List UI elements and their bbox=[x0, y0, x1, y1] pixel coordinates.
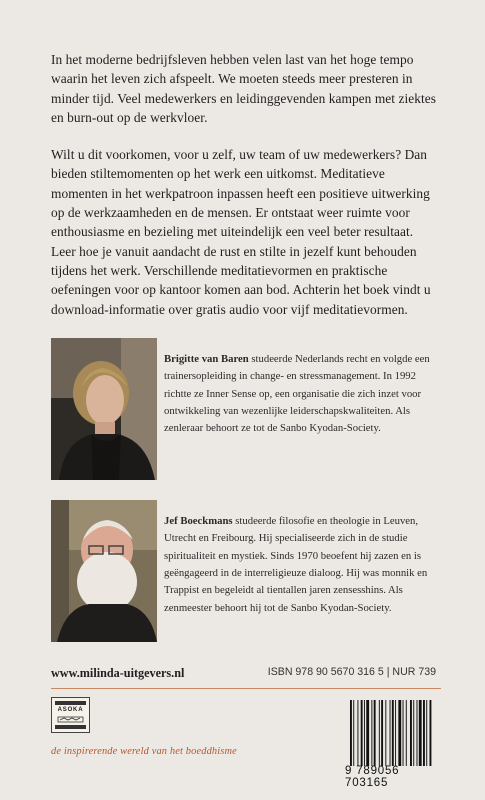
author-name: Jef Boeckmans bbox=[164, 514, 233, 527]
asoka-logo bbox=[51, 697, 90, 733]
author-bio-brigitte bbox=[164, 351, 441, 438]
logo-text: ASOKA bbox=[57, 707, 84, 713]
back-cover-blurb bbox=[51, 50, 441, 337]
barcode bbox=[348, 700, 443, 766]
author-block-jef bbox=[51, 500, 441, 640]
author-bio-jef bbox=[164, 513, 441, 617]
author-photo-jef bbox=[51, 500, 157, 642]
isbn-nur: ISBN 978 90 5670 316 5 | NUR 739 bbox=[267, 666, 436, 678]
author-block-brigitte bbox=[51, 338, 441, 478]
author-bio-text: studeerde Nederlands recht en volgde een trainersopleiding in change- en stressmanagement. In 1992 richtte ze Inner Sense op, een organisatie die zich inzet voor ontwikkeling van wezenlijke leiderschapskwaliteiten. Als zenleraar behoort ze tot de Sanbo Kyodan-Society. bbox=[164, 352, 430, 435]
blurb-paragraph-1: In het moderne bedrijfsleven hebben velen last van het hoge tempo waarin het leven zich afspeelt. We moeten steeds meer presteren in minder tijd. Veel medewerkers en leidinggevenden kampen met ziektes en burn-out op de werkvloer. bbox=[51, 52, 436, 125]
author-bio-text: studeerde filosofie en theologie in Leuven, Utrecht en Freibourg. Hij specialiseerde zich in de studie spiritualiteit en mystiek. Sinds 1970 beoefent hij zazen en is geëngageerd in de interreligieuze dialoog. Hij was monnik en Trappist en begeleidt al tientallen jaren zensesshins. Als zenmeester behoort hij tot de Sanbo Kyodan-Society. bbox=[164, 514, 428, 614]
barcode-number: 9 789056 703165 bbox=[345, 765, 400, 789]
author-name: Brigitte van Baren bbox=[164, 352, 249, 365]
footer-divider bbox=[51, 688, 441, 689]
publisher-url[interactable]: www.milinda-uitgevers.nl bbox=[51, 666, 185, 680]
publisher-tagline: de inspirerende wereld van het boeddhisme bbox=[51, 746, 237, 757]
blurb-paragraph-2: Wilt u dit voorkomen, voor u zelf, uw team of uw medewerkers? Dan bieden stiltemomenten op het werk een uitkomst. Meditatieve momenten in het werkpatroon inpassen heeft een positieve uitwerking op de werkzaamheden en de mensen. Er ontstaat weer ruimte voor enthousiasme en bezieling met uiteindelijk een veel beter resultaat. Leer hoe je vanuit aandacht de rust en stilte in jezelf kunt behouden tijdens het werk. Verschillende meditatievormen en praktische oefeningen voor op kantoor komen aan bod. Achterin het boek vindt u download-informatie over gratis audio voor vijf meditatievormen. bbox=[51, 147, 431, 317]
author-photo-brigitte bbox=[51, 338, 157, 480]
